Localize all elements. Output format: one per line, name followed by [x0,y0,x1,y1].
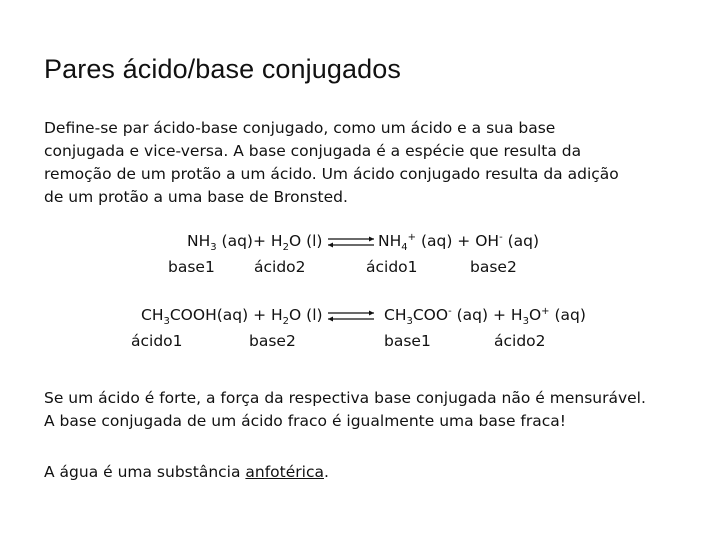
intro-line: remoção de um protão a um ácido. Um ácido conjugado resulta da adição [44,165,619,183]
strength-line: A base conjugada de um ácido fraco é igualmente uma base fraca! [44,412,566,430]
reaction2-label-acid2: ácido2 [494,332,546,350]
reaction2-label-base2: base2 [249,332,296,350]
intro-line: conjugada e vice-versa. A base conjugada é a espécie que resulta da [44,142,582,160]
reaction1-label-base2: base2 [470,258,517,276]
reaction1-label-base1: base1 [168,258,215,276]
reaction1-label-acid1: ácido1 [366,258,418,276]
reaction2-left: $CH_3COOH(aq) + H_2O$ (l) [141,306,323,328]
reaction1-right: $NH_4^+$ (aq) + OH- (aq) [378,231,540,254]
equilibrium-arrow-icon [326,310,376,322]
slide-title: Pares ácido/base conjugados [44,54,401,84]
equilibrium-arrow-icon [326,236,376,248]
water-sentence: A água é uma substância anfotérica. [44,463,329,481]
strength-paragraph [44,387,646,433]
reaction1-left: $NH_3$ $(aq)+ H_2O$ (l) [187,232,323,254]
intro-line: de um protão a uma base de Bronsted. [44,188,348,206]
amphoteric-term: anfotérica [245,463,324,481]
strength-line: Se um ácido é forte, a força da respectiva base conjugada não é mensurável. [44,389,646,407]
reaction2-right: $CH_3COO^-$ $(aq) + H_3O^+$ (aq) [384,305,586,328]
intro-paragraph [44,117,619,209]
reaction2-label-acid1: ácido1 [131,332,183,350]
reaction2-label-base1: base1 [384,332,431,350]
reaction1-label-acid2: ácido2 [254,258,306,276]
intro-line: Define-se par ácido-base conjugado, como um ácido e a sua base [44,119,556,137]
